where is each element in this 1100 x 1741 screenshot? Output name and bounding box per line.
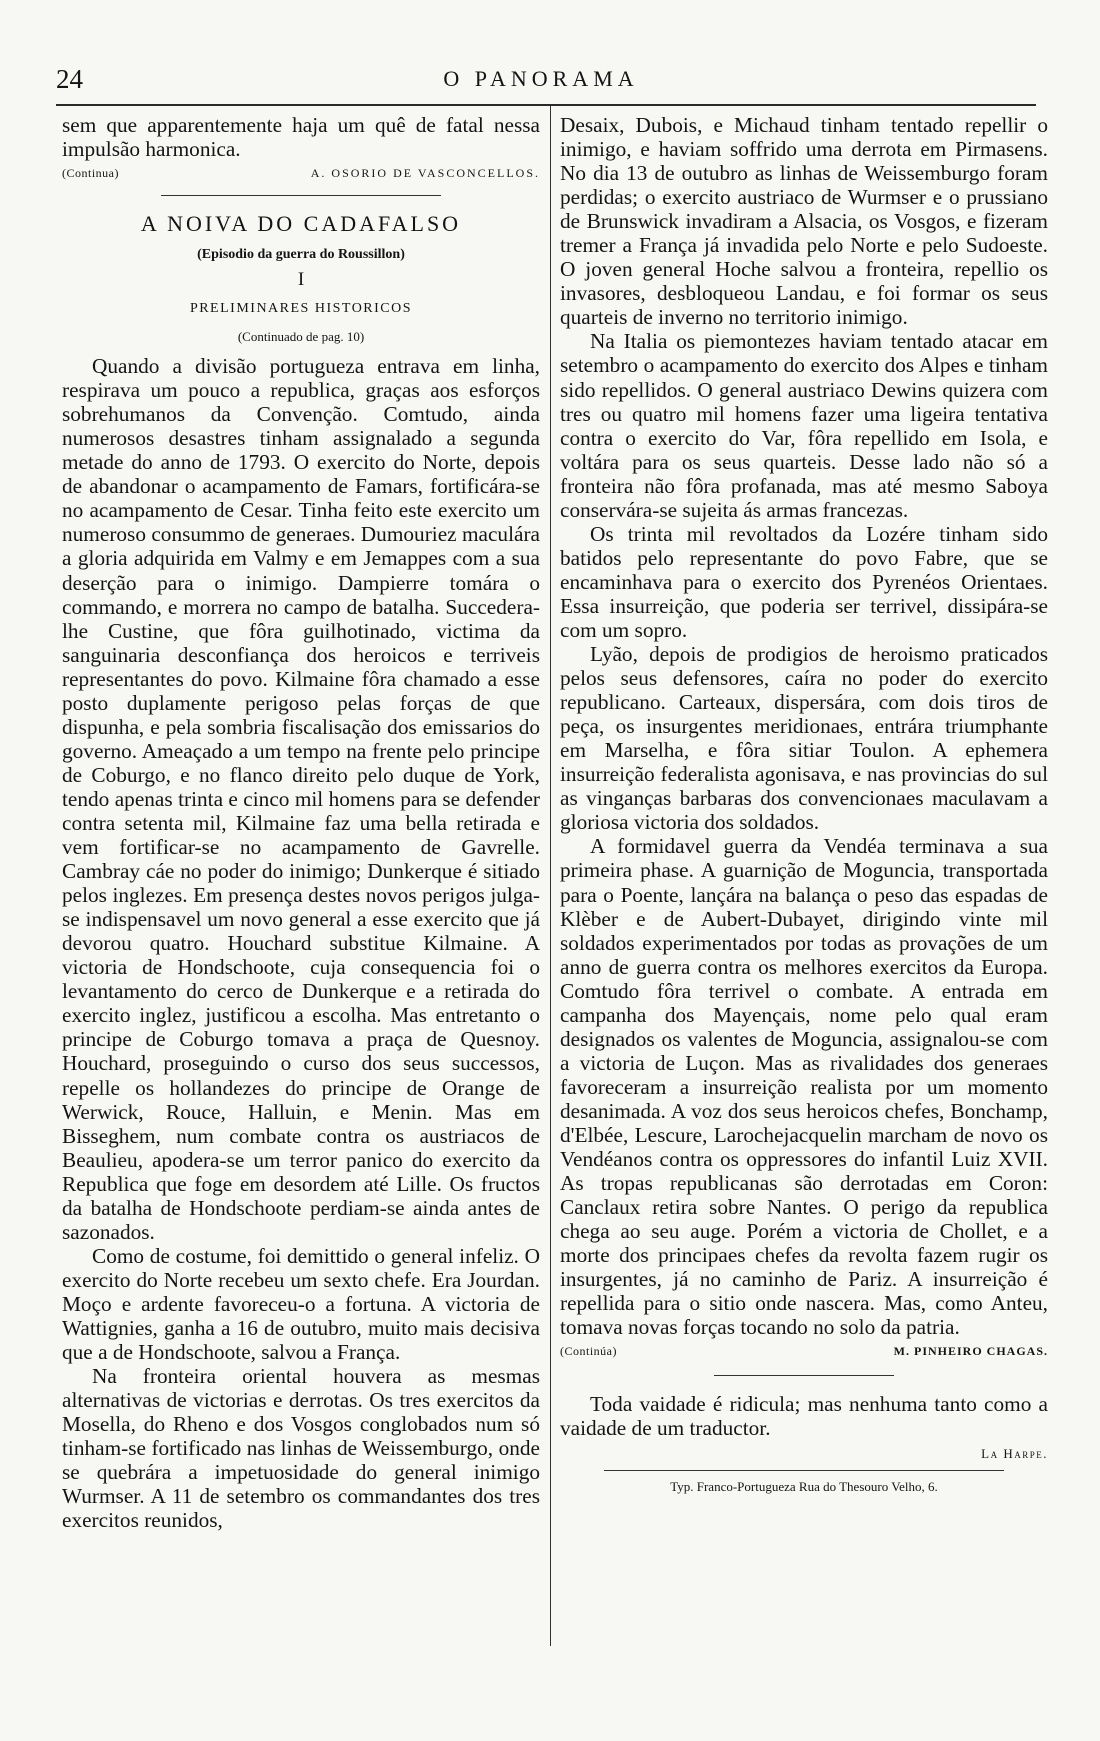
paragraph: Os trinta mil revoltados da Lozére tinham sido batidos pelo representante do povo Fabre, que se encaminhava para o exercito dos Pyrenéos Orientaes. Essa insurreição, que poderia ser terrivel, dissipára-se com um sopro. — [560, 521, 1048, 642]
chapter-number: I — [297, 269, 305, 291]
page-number: 24 — [56, 64, 83, 94]
paragraph: Lyão, depois de prodigios de heroismo praticados pelos seus defensores, caíra no poder do exercito republicano. Carteaux, dispersára, com dois tiros de peça, os insurgentes meridionaes, entrára triumphante em Marselha, e fôra sitiar Toulon. A ephemera insurreição federalista agonisava, e nas provincias do sul as vinganças barbaras dos convencionaes maculavam a gloriosa victoria dos soldados. — [560, 642, 1048, 835]
paragraph: Quando a divisão portugueza entrava em linha, respirava um pouco a republica, graças aos esforços sobrehumanos da Convenção. Comtudo, ainda numerosos desastres tinham assignalado a segunda metade do anno de 1793. O exercito do Norte, depois de abandonar o acampamento de Famars, fortificára-se no acampamento de Cesar. Tinha feito este exercito um numeroso consummo de generaes. Dumouriez maculára a gloria adquirida em Valmy e em Jemappes com a sua deserção para o inimigo. Dampierre tomára o commando, e morrera no campo de batalha. Succedera-lhe Custine, que fôra guilhotinado, victima da sanguinaria desconfiança dos heroicos e terriveis representantes do povo. Kilmaine fôra chamado a esse posto duplamente perigoso pelas forças de que dispunha, e pela sombria fiscalisação dos emissarios do governo. Ameaçado a um tempo na frente pelo principe de Coburgo, e no flanco direito pelo duque de York, tendo apenas trinta e cinco mil homens para se defender contra setenta mil, Kilmaine faz uma bella retirada e vem fortificar-se no acampamento de Gavrelle. Cambray cáe no poder do inimigo; Dunkerque é sitiado pelos inglezes. Em presença destes novos perigos julga-se indispensavel um novo general a esse exercito que já devorou quatro. Houchard substitue Kilmaine. A victoria de Hondschoote, cuja consequencia foi o levantamento do cerco de Dunkerque e a retirada do exercito inglez, justificou a escolha. Mas entretanto o principe de Coburgo tomava a praça de Quesnoy. Houchard, proseguindo o curso dos seus successos, repelle os hollandezes do principe de Orange de Werwick, Rouce, Halluin, e Menin. Mas em Bisseghem, num combate contra os austriacos de Beaulieu, apodera-se um terror panico do exercito da Republica que foge em desordem até Lille. Os fructos da batalha de Hondschoote perdiam-se ainda antes de sazonados. — [62, 354, 540, 1244]
quote-separator — [714, 1375, 894, 1376]
periodical-title: O PANORAMA — [443, 66, 639, 91]
article-signature — [560, 1341, 1048, 1361]
page-header — [56, 62, 1026, 102]
signature-author: M. PINHEIRO CHAGAS. — [893, 1344, 1048, 1359]
right-column — [560, 113, 1048, 1497]
paragraph: Na fronteira oriental houvera as mesmas alternativas de victorias e derrotas. Os tres exercitos da Mosella, do Rheno e dos Vosgos conglobados num só tinham-se fortificado nas linhas de Weissemburgo, onde se quebrára a impetuosidade do general inimigo Wurmser. A 11 de setembro os commandantes dos tres exercitos reunidos, — [62, 1364, 540, 1533]
continued-note: (Continuado de pag. 10) — [237, 329, 365, 345]
column-rule — [550, 106, 551, 1646]
article-separator — [161, 195, 441, 196]
paragraph: Na Italia os piemontezes haviam tentado atacar em setembro o acampamento do exercito dos Alpes e tinham sido repellidos. O general austriaco Dewins quizera com tres ou quatro mil homens fazer uma ligeira tentativa contra o exercito do Var, fôra repellido em Isola, e voltára para os seus quarteis. Desse lado não só a fronteira não fôra profanada, mas até mesmo Saboya conservára-se sujeita ás armas francezas. — [560, 329, 1048, 522]
quote-author: La Harpe. — [981, 1446, 1048, 1462]
signature-author: A. OSORIO DE VASCONCELLOS. — [310, 166, 540, 181]
epigram-quote: Toda vaidade é ridicula; mas nenhuma tanto como a vaidade de um traductor. — [560, 1392, 1048, 1441]
printer-imprint: Typ. Franco-Portugueza Rua do Thesouro Velho, 6. — [670, 1479, 938, 1495]
previous-article-signature — [62, 163, 540, 183]
imprint-rule — [604, 1470, 1004, 1471]
paragraph: Desaix, Dubois, e Michaud tinham tentado repellir o inimigo, e haviam soffrido uma derrota em Pirmasens. No dia 13 de outubro as linhas de Weissemburgo foram perdidas; o exercito austriaco de Wurmser e o prussiano de Brunswick invadiram a Alsacia, os Vosgos, e fizeram tremer a França já invadida pelo Norte e pelo Sudoeste. O joven general Hoche salvou a fronteira, repellio os invasores, desbloqueou Landau, e foi formar os seus quarteis de inverno no territorio inimigo. — [560, 113, 1048, 330]
article-title: A NOIVA DO CADAFALSO — [140, 211, 462, 237]
paragraph: Como de costume, foi demittido o general infeliz. O exercito do Norte recebeu um sexto chefe. Era Jourdan. Moço e ardente favoreceu-o a fortuna. A victoria de Wattignies, ganha a 16 de outubro, muito mais decisiva que a de Hondschoote, salvou a França. — [62, 1243, 540, 1365]
left-column — [62, 113, 540, 1532]
continuation-note: (Continúa) — [560, 1344, 617, 1359]
header-rule — [56, 104, 1036, 106]
article-subtitle: (Episodio da guerra do Roussillon) — [197, 247, 405, 263]
section-heading: PRELIMINARES HISTORICOS — [189, 301, 413, 317]
previous-article-end: sem que apparentemente haja um quê de fatal nessa impulsão harmonica. — [62, 113, 540, 162]
paragraph: A formidavel guerra da Vendéa terminava a sua primeira phase. A guarnição de Moguncia, transportada para o Poente, lançára na balança o peso das espadas de Klèber e de Aubert-Dubayet, dirigindo vinte mil soldados experimentados por todas as provações de um anno de guerra contra os melhores exercitos da Europa. Comtudo fôra terrivel o combate. A entrada em campanha dos Mayençais, nome pelo qual eram designados os valentes de Moguncia, assignalou-se com a victoria de Luçon. Mas as rivalidades dos generaes favoreceram a insurreição realista por um momento desanimada. A voz dos seus heroicos chefes, Bonchamp, d'Elbée, Lescure, Larochejacquelin marcham de novo os Vendéanos contra os oppressores do infantil Luiz XVII. As tropas republicanas são derrotadas em Coron: Canclaux retira sobre Nantes. O perigo da republica chega ao seu auge. Porém a victoria de Chollet, e a morte dos principaes chefes da revolta fazem rugir os insurgentes, já no caminho de Pariz. A insurreição é repellida para o sitio onde nascera. Mas, como Anteu, tomava novas forças tocando no solo da patria. — [560, 834, 1048, 1340]
continuation-note: (Continua) — [62, 166, 119, 181]
